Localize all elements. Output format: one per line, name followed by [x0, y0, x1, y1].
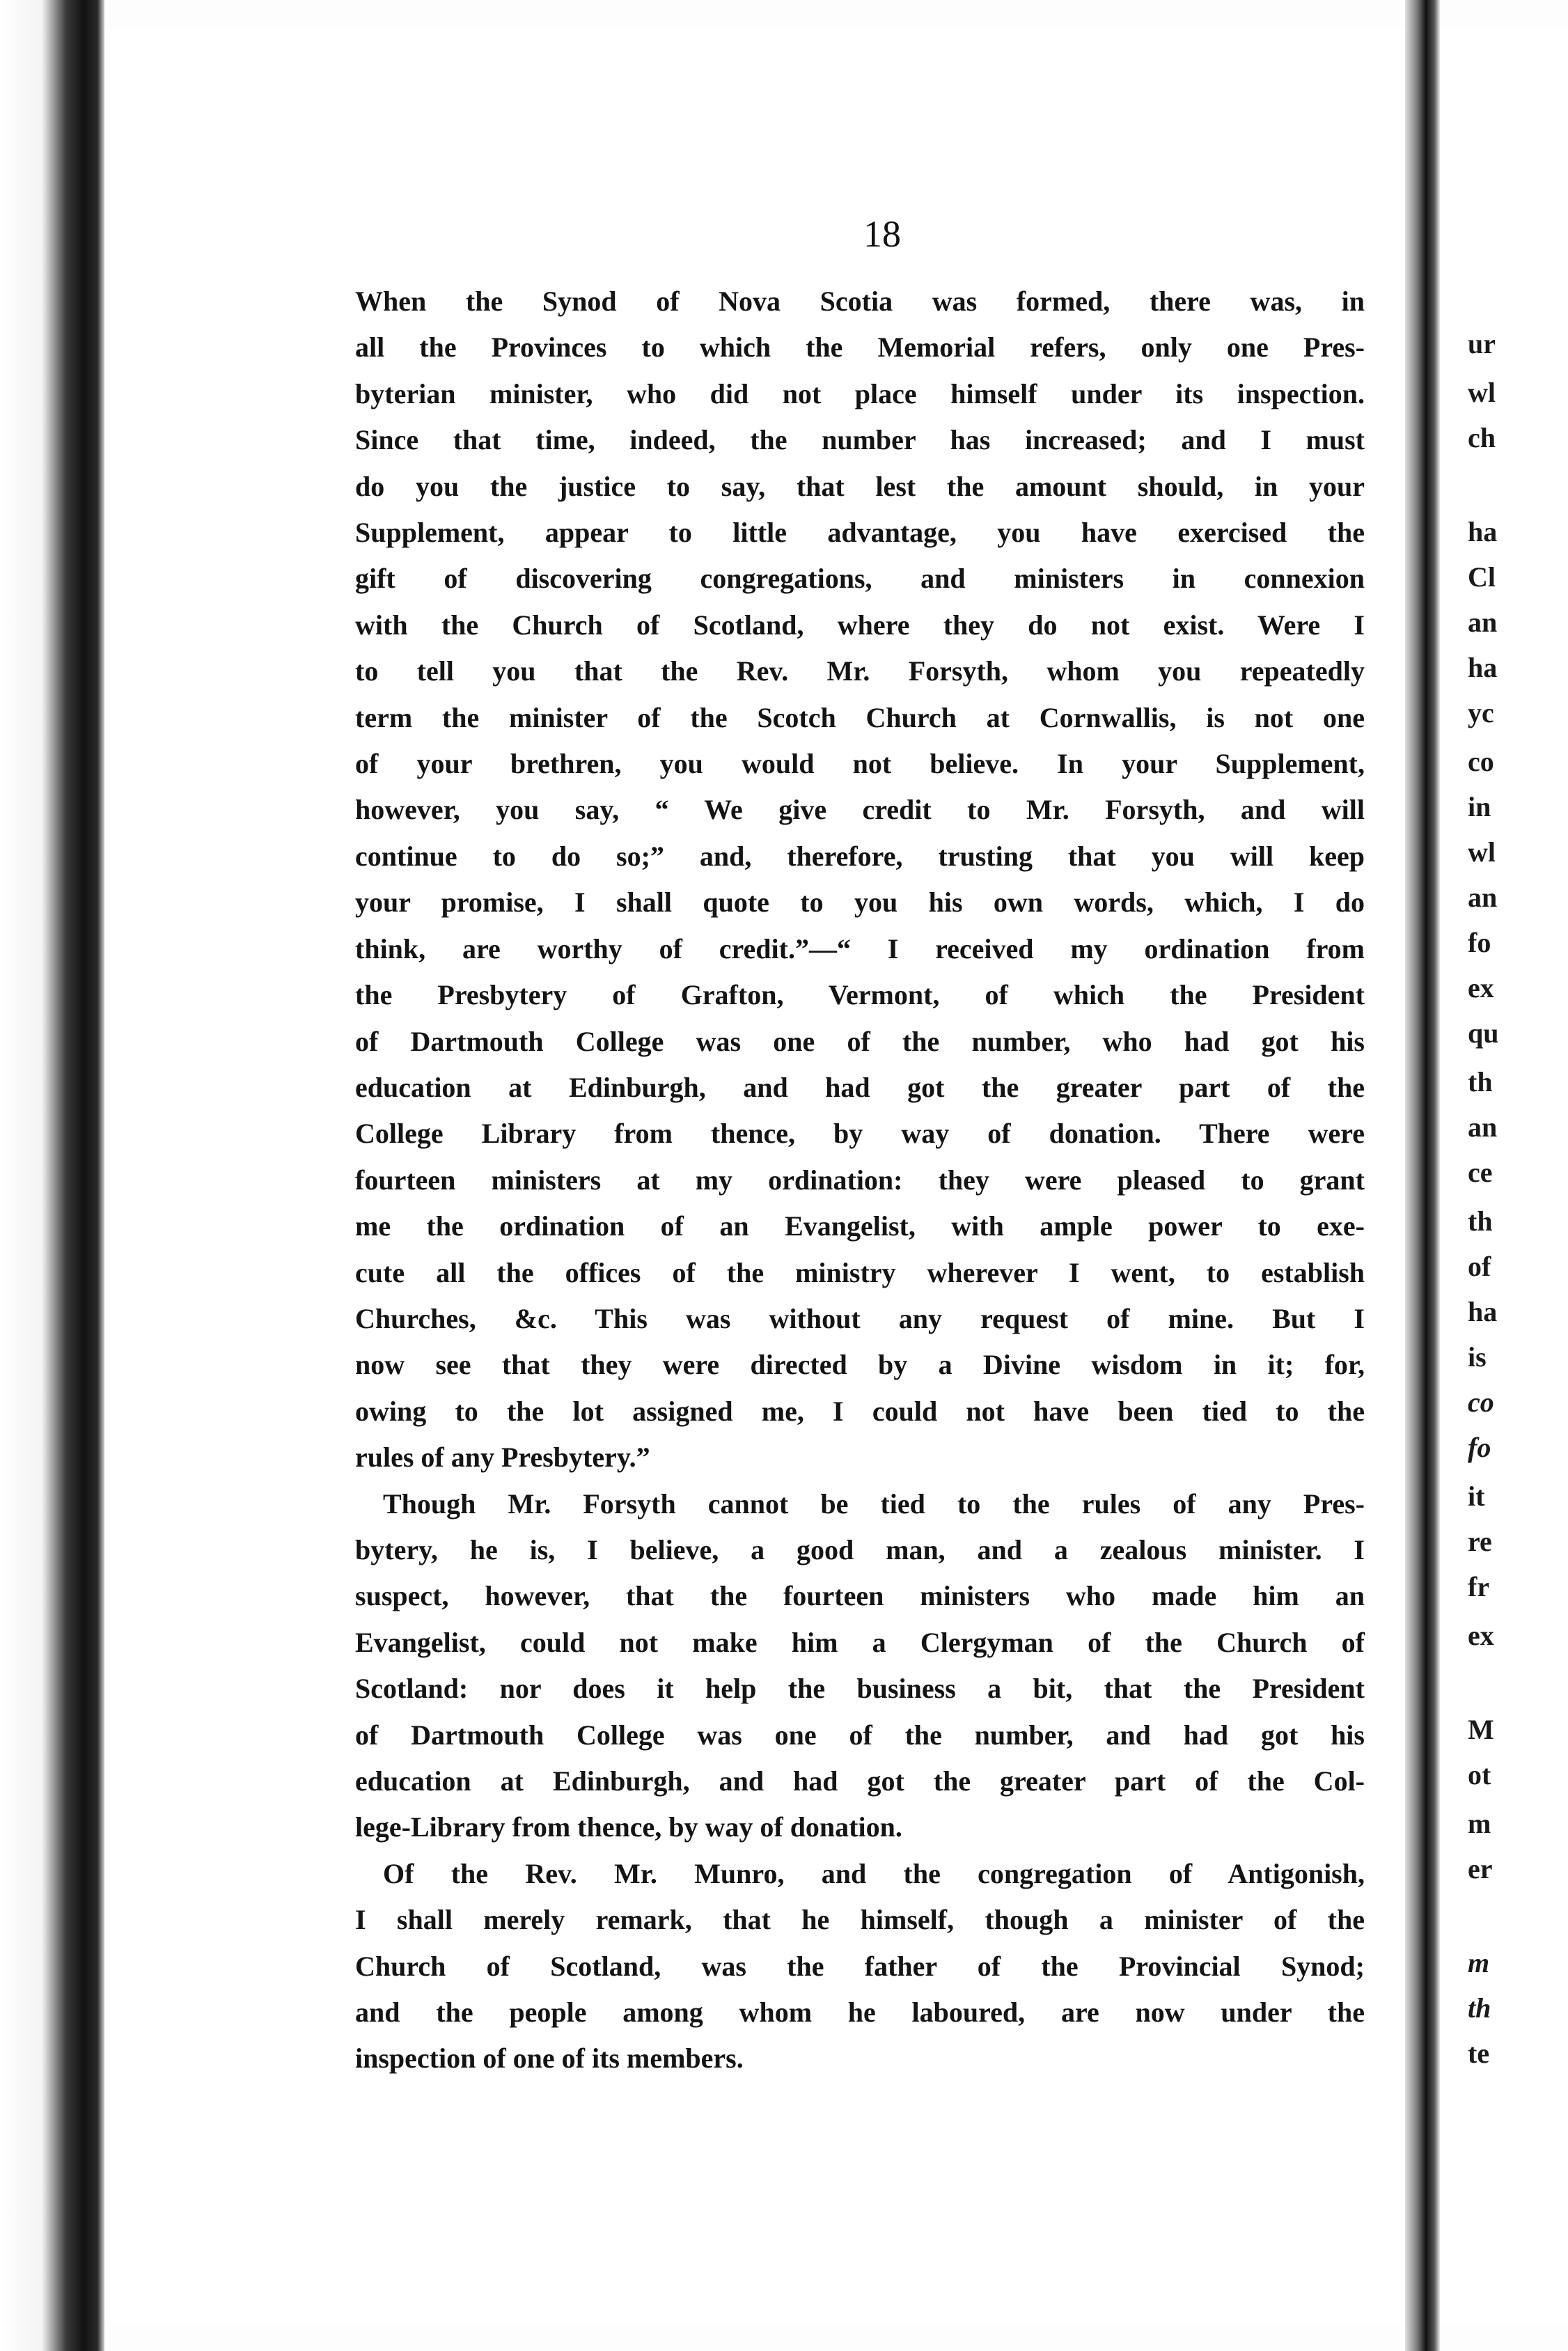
text-line: education at Edinburgh, and had got the greater part of the Col- — [355, 1765, 1365, 1797]
next-page-edge — [1440, 28, 1568, 2326]
text-line: rules of any Presbytery.” — [355, 1442, 650, 1474]
next-page-fragment: ce — [1468, 1157, 1493, 1188]
next-page-fragment: an — [1468, 1111, 1498, 1143]
next-page-fragment: ur — [1468, 328, 1496, 359]
text-line: gift of discovering congregations, and ministers in connexion — [355, 563, 1365, 595]
text-line: Church of Scotland, was the father of the Provincial Synod; — [355, 1950, 1365, 1982]
text-line: byterian minister, who did not place himself under its inspection. — [355, 377, 1365, 409]
page-gutter — [1405, 0, 1440, 2351]
next-page-fragment: fo — [1468, 1432, 1491, 1463]
text-line: term the minister of the Scotch Church at Cornwallis, is not one — [355, 701, 1365, 733]
paragraph — [355, 1851, 1365, 2082]
next-page-fragment: te — [1468, 2038, 1490, 2069]
next-page-fragment: Cl — [1468, 561, 1496, 593]
next-page-fragment: wl — [1468, 377, 1496, 408]
text-line: suspect, however, that the fourteen ministers who made him an — [355, 1580, 1365, 1612]
next-page-fragment: fr — [1468, 1571, 1490, 1602]
next-page-fragment: ch — [1468, 422, 1496, 453]
text-line: and the people among whom he laboured, are now under the — [355, 1997, 1365, 2029]
binding-edge — [0, 0, 104, 2351]
next-page-fragment: co — [1468, 746, 1494, 777]
text-line: of Dartmouth College was one of the number, who had got his — [355, 1025, 1365, 1057]
text-line: all the Provinces to which the Memorial refers, only one Pres- — [355, 331, 1365, 364]
text-line: continue to do so;” and, therefore, trusting that you will keep — [355, 840, 1365, 872]
text-line: me the ordination of an Evangelist, with ample power to exe- — [355, 1210, 1365, 1242]
next-page-fragment: M — [1468, 1714, 1494, 1745]
text-line: inspection of one of its members. — [355, 2043, 744, 2075]
text-line: your promise, I shall quote to you his own words, which, I do — [355, 886, 1365, 919]
text-line: education at Edinburgh, and had got the greater part of the — [355, 1071, 1365, 1103]
next-page-fragment: it — [1468, 1481, 1485, 1512]
text-line: the Presbytery of Grafton, Vermont, of which the President — [355, 979, 1365, 1011]
next-page-fragment: wl — [1468, 836, 1496, 868]
text-line: owing to the lot assigned me, I could not have been tied to the — [355, 1395, 1365, 1427]
next-page-fragment: ex — [1468, 1620, 1494, 1651]
text-line: Since that time, indeed, the number has increased; and I must — [355, 424, 1365, 456]
paragraph — [355, 279, 1365, 1481]
next-page-fragment: qu — [1468, 1017, 1499, 1049]
next-page-fragment: ha — [1468, 652, 1498, 683]
text-line: Supplement, appear to little advantage, you have exercised the — [355, 517, 1365, 549]
next-page-fragment: of — [1468, 1251, 1491, 1282]
next-page-fragment: ha — [1468, 516, 1498, 547]
text-line: Though Mr. Forsyth cannot be tied to the rules of any Pres- — [383, 1487, 1365, 1520]
next-page-fragment: ha — [1468, 1296, 1498, 1327]
next-page-fragment: re — [1468, 1526, 1492, 1557]
text-line: I shall merely remark, that he himself, though a minister of the — [355, 1904, 1365, 1936]
text-line: Evangelist, could not make him a Clergyman of the Church of — [355, 1626, 1365, 1658]
next-page-fragment: ex — [1468, 972, 1494, 1003]
text-line: fourteen ministers at my ordination: they were pleased to grant — [355, 1164, 1365, 1196]
next-page-fragment: er — [1468, 1853, 1493, 1884]
text-line: however, you say, “ We give credit to Mr. Forsyth, and will — [355, 794, 1365, 826]
text-line: bytery, he is, I believe, a good man, and a zealous minister. I — [355, 1533, 1365, 1565]
body-text — [355, 279, 1365, 2082]
text-line: lege-Library from thence, by way of donation. — [355, 1811, 902, 1843]
paragraph — [355, 1481, 1365, 1851]
text-line: College Library from thence, by way of donation. There were — [355, 1118, 1365, 1150]
text-line: do you the justice to say, that lest the amount should, in your — [355, 470, 1365, 502]
text-line: now see that they were directed by a Divine wisdom in it; for, — [355, 1349, 1365, 1381]
next-page-fragment: an — [1468, 882, 1498, 913]
next-page-fragment: in — [1468, 791, 1491, 822]
next-page-fragment: co — [1468, 1387, 1494, 1418]
next-page-fragment: yc — [1468, 697, 1494, 728]
text-line: of Dartmouth College was one of the number, and had got his — [355, 1719, 1365, 1751]
next-page-fragment: m — [1468, 1808, 1491, 1839]
next-page-fragment: th — [1468, 1205, 1493, 1237]
page-number: 18 — [863, 213, 901, 255]
next-page-fragment: ot — [1468, 1759, 1491, 1790]
next-page-fragment: an — [1468, 607, 1498, 638]
text-line: Churches, &c. This was without any request of mine. But I — [355, 1302, 1365, 1334]
text-line: Scotland: nor does it help the business a bit, that the President — [355, 1673, 1365, 1705]
text-line: When the Synod of Nova Scotia was formed, there was, in — [355, 286, 1365, 317]
text-line: think, are worthy of credit.”—“ I received my ordination from — [355, 932, 1365, 964]
text-line: cute all the offices of the ministry wherever I went, to establish — [355, 1256, 1365, 1288]
next-page-fragment: fo — [1468, 927, 1491, 958]
text-line: of your brethren, you would not believe. In your Supplement, — [355, 748, 1365, 780]
text-line: to tell you that the Rev. Mr. Forsyth, whom you repeatedly — [355, 655, 1365, 687]
text-line: Of the Rev. Mr. Munro, and the congregation of Antigonish, — [383, 1857, 1365, 1889]
text-line: with the Church of Scotland, where they do not exist. Were I — [355, 609, 1365, 641]
next-page-fragment: m — [1468, 1947, 1490, 1978]
next-page-fragment: th — [1468, 1992, 1491, 2024]
next-page-fragment: is — [1468, 1341, 1487, 1373]
next-page-fragment: th — [1468, 1066, 1493, 1098]
